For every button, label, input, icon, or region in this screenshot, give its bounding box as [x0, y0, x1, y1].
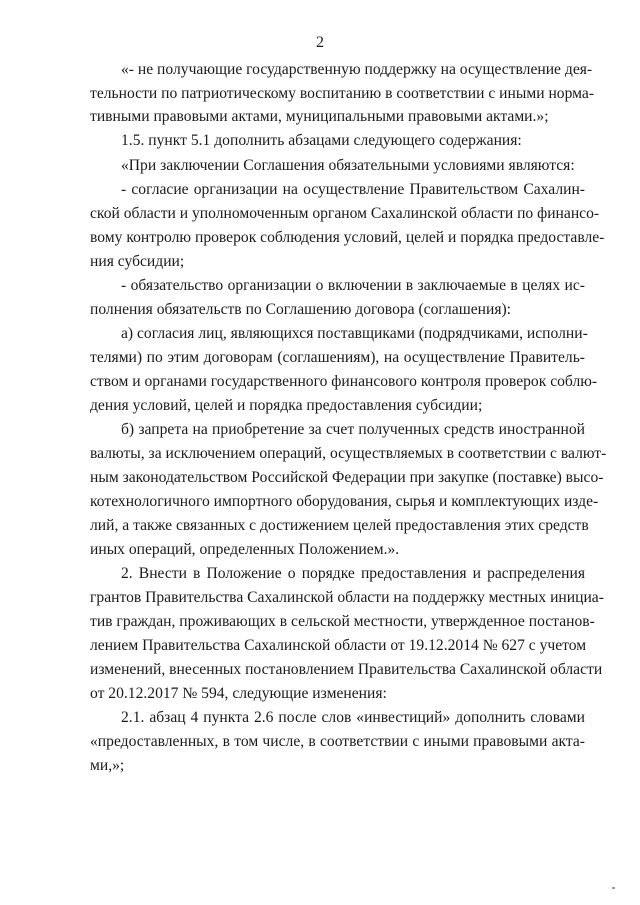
text-line: ным законодательством Российской Федерации при закупке (поставке) высо- [90, 469, 604, 486]
text-line: валюты, за исключением операций, осуществляемых в соответствии с валют- [90, 445, 607, 462]
text-line: тивными правовыми актами, муниципальными правовыми актами.»; [90, 108, 549, 125]
text-line: ния субсидии; [90, 253, 185, 270]
text-line: ством и органами государственного финансового контроля проверок соблю- [90, 373, 598, 390]
text-line: - согласие организации на осуществление Правительством Сахалин- [121, 181, 585, 198]
text-line: «предоставленных, в том числе, в соответствии с иными правовыми акта- [90, 733, 585, 750]
text-line: от 20.12.2017 № 594, следующие изменения: [90, 685, 387, 702]
text-line: 2. Внести в Положение о порядке предоставления и распределения [121, 565, 585, 582]
text-line: «При заключении Соглашения обязательными условиями являются: [121, 157, 575, 174]
text-line: ской области и уполномоченным органом Сахалинской области по финансо- [90, 205, 600, 222]
text-line: тив граждан, проживающих в сельской местности, утвержденное постанов- [90, 613, 595, 630]
text-line: тельности по патриотическому воспитанию в соответствии с иными норма- [90, 85, 595, 102]
text-line: дения условий, целей и порядка предоставления субсидии; [90, 397, 483, 414]
text-line: «- не получающие государственную поддержку на осуществление дея- [121, 61, 593, 78]
text-line: иных операций, определенных Положением.». [90, 541, 400, 558]
text-line: 2.1. абзац 4 пункта 2.6 после слов «инвестиций» дополнить словами [121, 709, 585, 726]
text-line: телями) по этим договорам (соглашениям), на осуществление Правитель- [90, 349, 585, 366]
page-number: 2 [316, 34, 324, 51]
text-line: лением Правительства Сахалинской области от 19.12.2014 № 627 с учетом [90, 637, 587, 654]
text-line: полнения обязательств по Соглашению договора (соглашения): [90, 301, 512, 318]
scan-speck [612, 887, 615, 889]
text-line: грантов Правительства Сахалинской области на поддержку местных инициа- [90, 589, 604, 606]
text-line: 1.5. пункт 5.1 дополнить абзацами следующего содержания: [121, 132, 522, 149]
text-line: ми,»; [90, 757, 125, 774]
text-line: а) согласия лиц, являющихся поставщиками (подрядчиками, исполни- [121, 325, 588, 342]
text-line: вому контролю проверок соблюдения условий, целей и порядка предоставле- [90, 229, 605, 246]
text-line: - обязательство организации о включении в заключаемые в целях ис- [121, 277, 585, 294]
text-line: котехнологичного импортного оборудования, сырья и комплектующих изде- [90, 493, 599, 510]
text-line: лий, а также связанных с достижением целей предоставления этих средств [90, 517, 589, 534]
text-line: б) запрета на приобретение за счет полученных средств иностранной [121, 421, 585, 438]
text-line: изменений, внесенных постановлением Правительства Сахалинской области [90, 661, 603, 678]
